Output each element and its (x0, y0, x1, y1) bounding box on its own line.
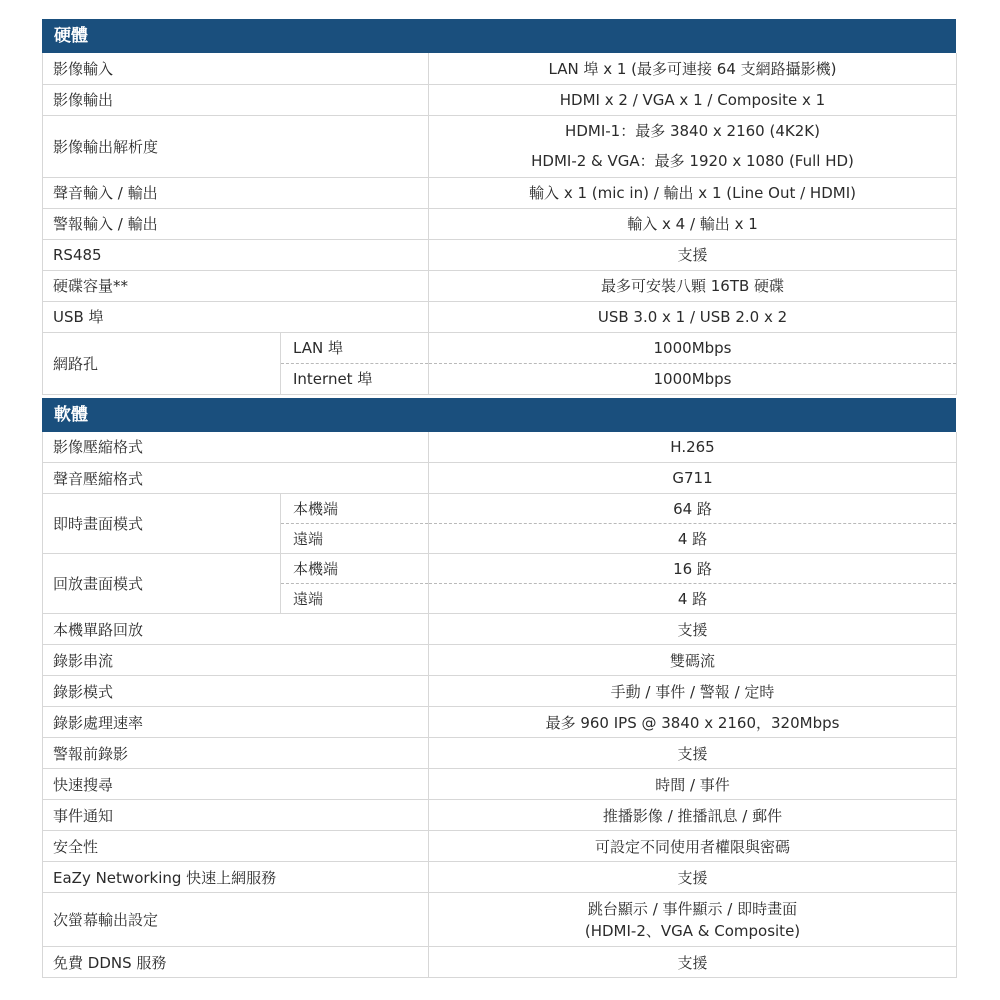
table-row (43, 676, 957, 707)
table-row (43, 270, 957, 301)
spec-value: H.265 (429, 432, 957, 463)
spec-value: 最多 960 IPS @ 3840 x 2160，320Mbps (429, 707, 957, 738)
spec-label: 影像壓縮格式 (43, 432, 429, 463)
spec-label: USB 埠 (43, 301, 429, 332)
spec-value: 4 路 (429, 584, 957, 614)
spec-label: 本機單路回放 (43, 614, 429, 645)
spec-label: 影像輸入 (43, 53, 429, 84)
spec-sublabel: Internet 埠 (281, 363, 429, 394)
spec-label: 快速搜尋 (43, 769, 429, 800)
software-spec-table (42, 432, 957, 979)
software-section-header: 軟體 (42, 398, 956, 432)
spec-value (429, 115, 957, 177)
spec-label: 網路孔 (43, 332, 281, 394)
table-row (43, 115, 957, 177)
table-row (43, 707, 957, 738)
spec-sublabel: 遠端 (281, 524, 429, 554)
spec-value: 手動 / 事件 / 警報 / 定時 (429, 676, 957, 707)
value-line: 跳台顯示 / 事件顯示 / 即時畫面 (587, 899, 798, 918)
spec-label: EaZy Networking 快速上網服務 (43, 862, 429, 893)
spec-label: 回放畫面模式 (43, 554, 281, 614)
table-row (43, 862, 957, 893)
table-row (43, 332, 957, 363)
spec-sheet (42, 19, 956, 978)
spec-label: 警報前錄影 (43, 738, 429, 769)
spec-value: G711 (429, 463, 957, 494)
spec-label: 錄影處理速率 (43, 707, 429, 738)
spec-label: 免費 DDNS 服務 (43, 947, 429, 978)
table-row (43, 769, 957, 800)
spec-label: 即時畫面模式 (43, 494, 281, 554)
spec-value (429, 893, 957, 947)
spec-value: 輸入 x 1 (mic in) / 輸出 x 1 (Line Out / HDMI) (429, 177, 957, 208)
value-line: HDMI-1：最多 3840 x 2160 (4K2K) (565, 122, 820, 140)
spec-value: 4 路 (429, 524, 957, 554)
spec-label: 錄影串流 (43, 645, 429, 676)
spec-sublabel: LAN 埠 (281, 332, 429, 363)
table-row (43, 738, 957, 769)
spec-label: 影像輸出 (43, 84, 429, 115)
spec-label: 錄影模式 (43, 676, 429, 707)
spec-label: 硬碟容量** (43, 270, 429, 301)
spec-value: 推播影像 / 推播訊息 / 郵件 (429, 800, 957, 831)
spec-value: 輸入 x 4 / 輸出 x 1 (429, 208, 957, 239)
spec-value: LAN 埠 x 1 (最多可連接 64 支網路攝影機) (429, 53, 957, 84)
spec-value: 64 路 (429, 494, 957, 524)
spec-value: 支援 (429, 947, 957, 978)
table-row (43, 554, 957, 584)
table-row (43, 800, 957, 831)
spec-label: RS485 (43, 239, 429, 270)
spec-label: 聲音輸入 / 輸出 (43, 177, 429, 208)
spec-value: 支援 (429, 738, 957, 769)
spec-sublabel: 本機端 (281, 554, 429, 584)
table-row (43, 831, 957, 862)
spec-label: 聲音壓縮格式 (43, 463, 429, 494)
spec-value: HDMI x 2 / VGA x 1 / Composite x 1 (429, 84, 957, 115)
spec-value: 16 路 (429, 554, 957, 584)
spec-value: 支援 (429, 239, 957, 270)
hardware-spec-table (42, 53, 957, 395)
spec-value: 最多可安裝八顆 16TB 硬碟 (429, 270, 957, 301)
spec-value: 1000Mbps (429, 363, 957, 394)
spec-value: 可設定不同使用者權限與密碼 (429, 831, 957, 862)
spec-value: 支援 (429, 614, 957, 645)
spec-label: 安全性 (43, 831, 429, 862)
spec-label: 影像輸出解析度 (43, 115, 429, 177)
table-row (43, 208, 957, 239)
table-row (43, 893, 957, 947)
table-row (43, 614, 957, 645)
spec-value: USB 3.0 x 1 / USB 2.0 x 2 (429, 301, 957, 332)
value-line: HDMI-2 & VGA：最多 1920 x 1080 (Full HD) (531, 152, 854, 170)
spec-sublabel: 遠端 (281, 584, 429, 614)
spec-label: 警報輸入 / 輸出 (43, 208, 429, 239)
table-row (43, 645, 957, 676)
table-row (43, 239, 957, 270)
spec-value: 時間 / 事件 (429, 769, 957, 800)
hardware-section-header: 硬體 (42, 19, 956, 53)
value-line: (HDMI-2、VGA & Composite) (584, 921, 801, 940)
spec-sublabel: 本機端 (281, 494, 429, 524)
spec-label: 次螢幕輸出設定 (43, 893, 429, 947)
table-row (43, 84, 957, 115)
table-row (43, 947, 957, 978)
table-row (43, 301, 957, 332)
spec-label: 事件通知 (43, 800, 429, 831)
table-row (43, 463, 957, 494)
table-row (43, 177, 957, 208)
spec-value: 雙碼流 (429, 645, 957, 676)
spec-value: 支援 (429, 862, 957, 893)
table-row (43, 53, 957, 84)
table-row (43, 432, 957, 463)
spec-value: 1000Mbps (429, 332, 957, 363)
table-row (43, 494, 957, 524)
